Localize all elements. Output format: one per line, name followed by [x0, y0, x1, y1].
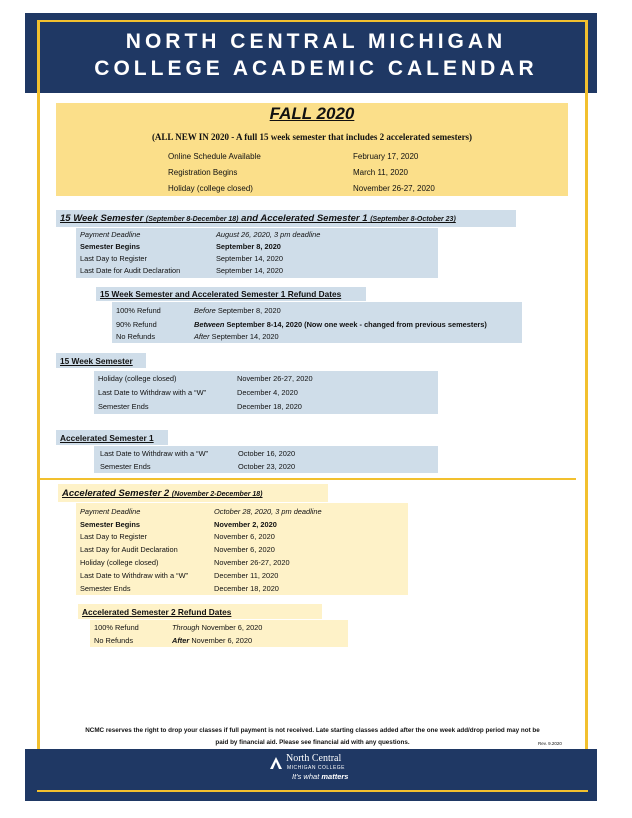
logo-subname: MICHIGAN COLLEGE — [287, 765, 346, 771]
row-label: Holiday (college closed) — [98, 374, 177, 383]
refund2-heading: Accelerated Semester 2 Refund Dates — [82, 607, 232, 617]
row-label: Semester Ends — [80, 584, 131, 593]
row-date: August 26, 2020, 3 pm deadline — [216, 230, 321, 239]
fall-row-label: Online Schedule Available — [168, 152, 261, 161]
row-date: October 28, 2020, 3 pm deadline — [214, 507, 322, 516]
row-label: 100% Refund — [116, 306, 161, 315]
row-date — [194, 332, 279, 341]
refund-prefix: Through — [172, 623, 200, 632]
row-label: Last Date for Audit Declaration — [80, 266, 181, 275]
header-title-line2: COLLEGE ACADEMIC CALENDAR — [94, 57, 538, 80]
footer-notice-line2: paid by financial aid. Please see financial aid with any questions. — [215, 739, 410, 746]
refund1-heading: 15 Week Semester and Accelerated Semester 1 Refund Dates — [100, 289, 342, 299]
row-label: Last Day to Register — [80, 254, 147, 263]
college-logo — [268, 753, 368, 787]
row-label: Last Date to Withdraw with a “W” — [100, 449, 209, 458]
row-date: November 2, 2020 — [214, 520, 277, 529]
row-date — [172, 636, 252, 645]
row-date: October 16, 2020 — [238, 449, 296, 458]
row-date: September 14, 2020 — [216, 254, 283, 263]
fall-row-date: February 17, 2020 — [353, 152, 419, 161]
row-date: November 26-27, 2020 — [214, 558, 290, 567]
sem15-accel1-heading — [60, 213, 456, 224]
row-label: Last Day for Audit Declaration — [80, 545, 178, 554]
footer-notice-line1: NCMC reserves the right to drop your classes if full payment is not received. Late starting classes added after the one week add/drop period may not be — [85, 727, 540, 734]
heading-accel1: Accelerated Semester 1 — [260, 213, 368, 224]
logo-tagline — [292, 772, 348, 781]
frame-bottom — [37, 790, 588, 792]
row-date: December 18, 2020 — [237, 402, 302, 411]
row-date: November 6, 2020 — [214, 545, 275, 554]
heading-15-week-dates: (September 8-December 18) — [145, 216, 239, 223]
fall-row-date: March 11, 2020 — [353, 168, 408, 177]
row-label: Semester Begins — [80, 242, 140, 251]
row-label: Holiday (college closed) — [80, 558, 159, 567]
row-label: Last Day to Register — [80, 532, 147, 541]
logo-name: North Central — [286, 753, 342, 764]
row-date: September 14, 2020 — [216, 266, 283, 275]
revision-note: Rev. 9.2020 — [538, 741, 562, 746]
header-title-line1: NORTH CENTRAL MICHIGAN — [125, 30, 507, 53]
refund-date: September 8, 2020 — [217, 306, 281, 315]
refund-date: September 14, 2020 — [211, 332, 279, 341]
frame-right — [585, 20, 588, 792]
row-label: Last Date to Withdraw with a “W” — [98, 388, 207, 397]
row-label: Last Date to Withdraw with a “W” — [80, 571, 189, 580]
row-label: Payment Deadline — [80, 507, 141, 516]
section-divider — [40, 478, 576, 480]
row-date — [172, 623, 262, 632]
row-date: November 6, 2020 — [214, 532, 275, 541]
refund-date: November 6, 2020 — [201, 623, 263, 632]
accel2-heading-dates: (November 2-December 18) — [171, 491, 263, 498]
row-label: No Refunds — [116, 332, 156, 341]
row-label: 100% Refund — [94, 623, 139, 632]
row-label: Payment Deadline — [80, 230, 141, 239]
row-date — [194, 320, 487, 329]
accel2-heading-title: Accelerated Semester 2 — [62, 488, 170, 499]
accel1-heading: Accelerated Semester 1 — [60, 433, 154, 443]
row-date: November 26-27, 2020 — [237, 374, 313, 383]
refund-date: November 6, 2020 — [191, 636, 253, 645]
row-label: 90% Refund — [116, 320, 157, 329]
fall-row-label: Holiday (college closed) — [168, 184, 253, 193]
row-label: Semester Ends — [98, 402, 149, 411]
leaf-mark-icon — [268, 755, 284, 771]
frame-top — [37, 20, 588, 22]
refund-prefix: Between — [194, 320, 225, 329]
refund-prefix: After — [194, 332, 210, 341]
row-date: December 11, 2020 — [214, 571, 279, 580]
tagline-emphasis: matters — [321, 772, 349, 781]
frame-left — [37, 20, 40, 792]
accel2-heading — [62, 488, 263, 499]
fall-title: FALL 2020 — [269, 104, 355, 123]
row-date: December 18, 2020 — [214, 584, 279, 593]
fall-subtitle: (ALL NEW IN 2020 - A full 15 week semester that includes 2 accelerated semesters) — [151, 132, 473, 142]
row-date: October 23, 2020 — [238, 462, 296, 471]
tagline-prefix: It's what — [292, 772, 322, 781]
row-date: September 8, 2020 — [216, 242, 281, 251]
fall-row-date: November 26-27, 2020 — [353, 184, 435, 193]
row-label: Semester Ends — [100, 462, 151, 471]
fall-row-label: Registration Begins — [168, 168, 238, 177]
heading-15-week: 15 Week Semester — [60, 213, 144, 224]
refund-prefix: After — [172, 636, 190, 645]
row-label: No Refunds — [94, 636, 134, 645]
heading-accel1-dates: (September 8-October 23) — [370, 216, 456, 223]
refund-date: September 8-14, 2020 (Now one week - changed from previous semesters) — [226, 320, 487, 329]
heading-and: and — [241, 213, 259, 224]
row-date: December 4, 2020 — [237, 388, 298, 397]
sem15-heading: 15 Week Semester — [60, 356, 133, 366]
refund-prefix: Before — [194, 306, 216, 315]
row-date — [194, 306, 281, 315]
row-label: Semester Begins — [80, 520, 140, 529]
